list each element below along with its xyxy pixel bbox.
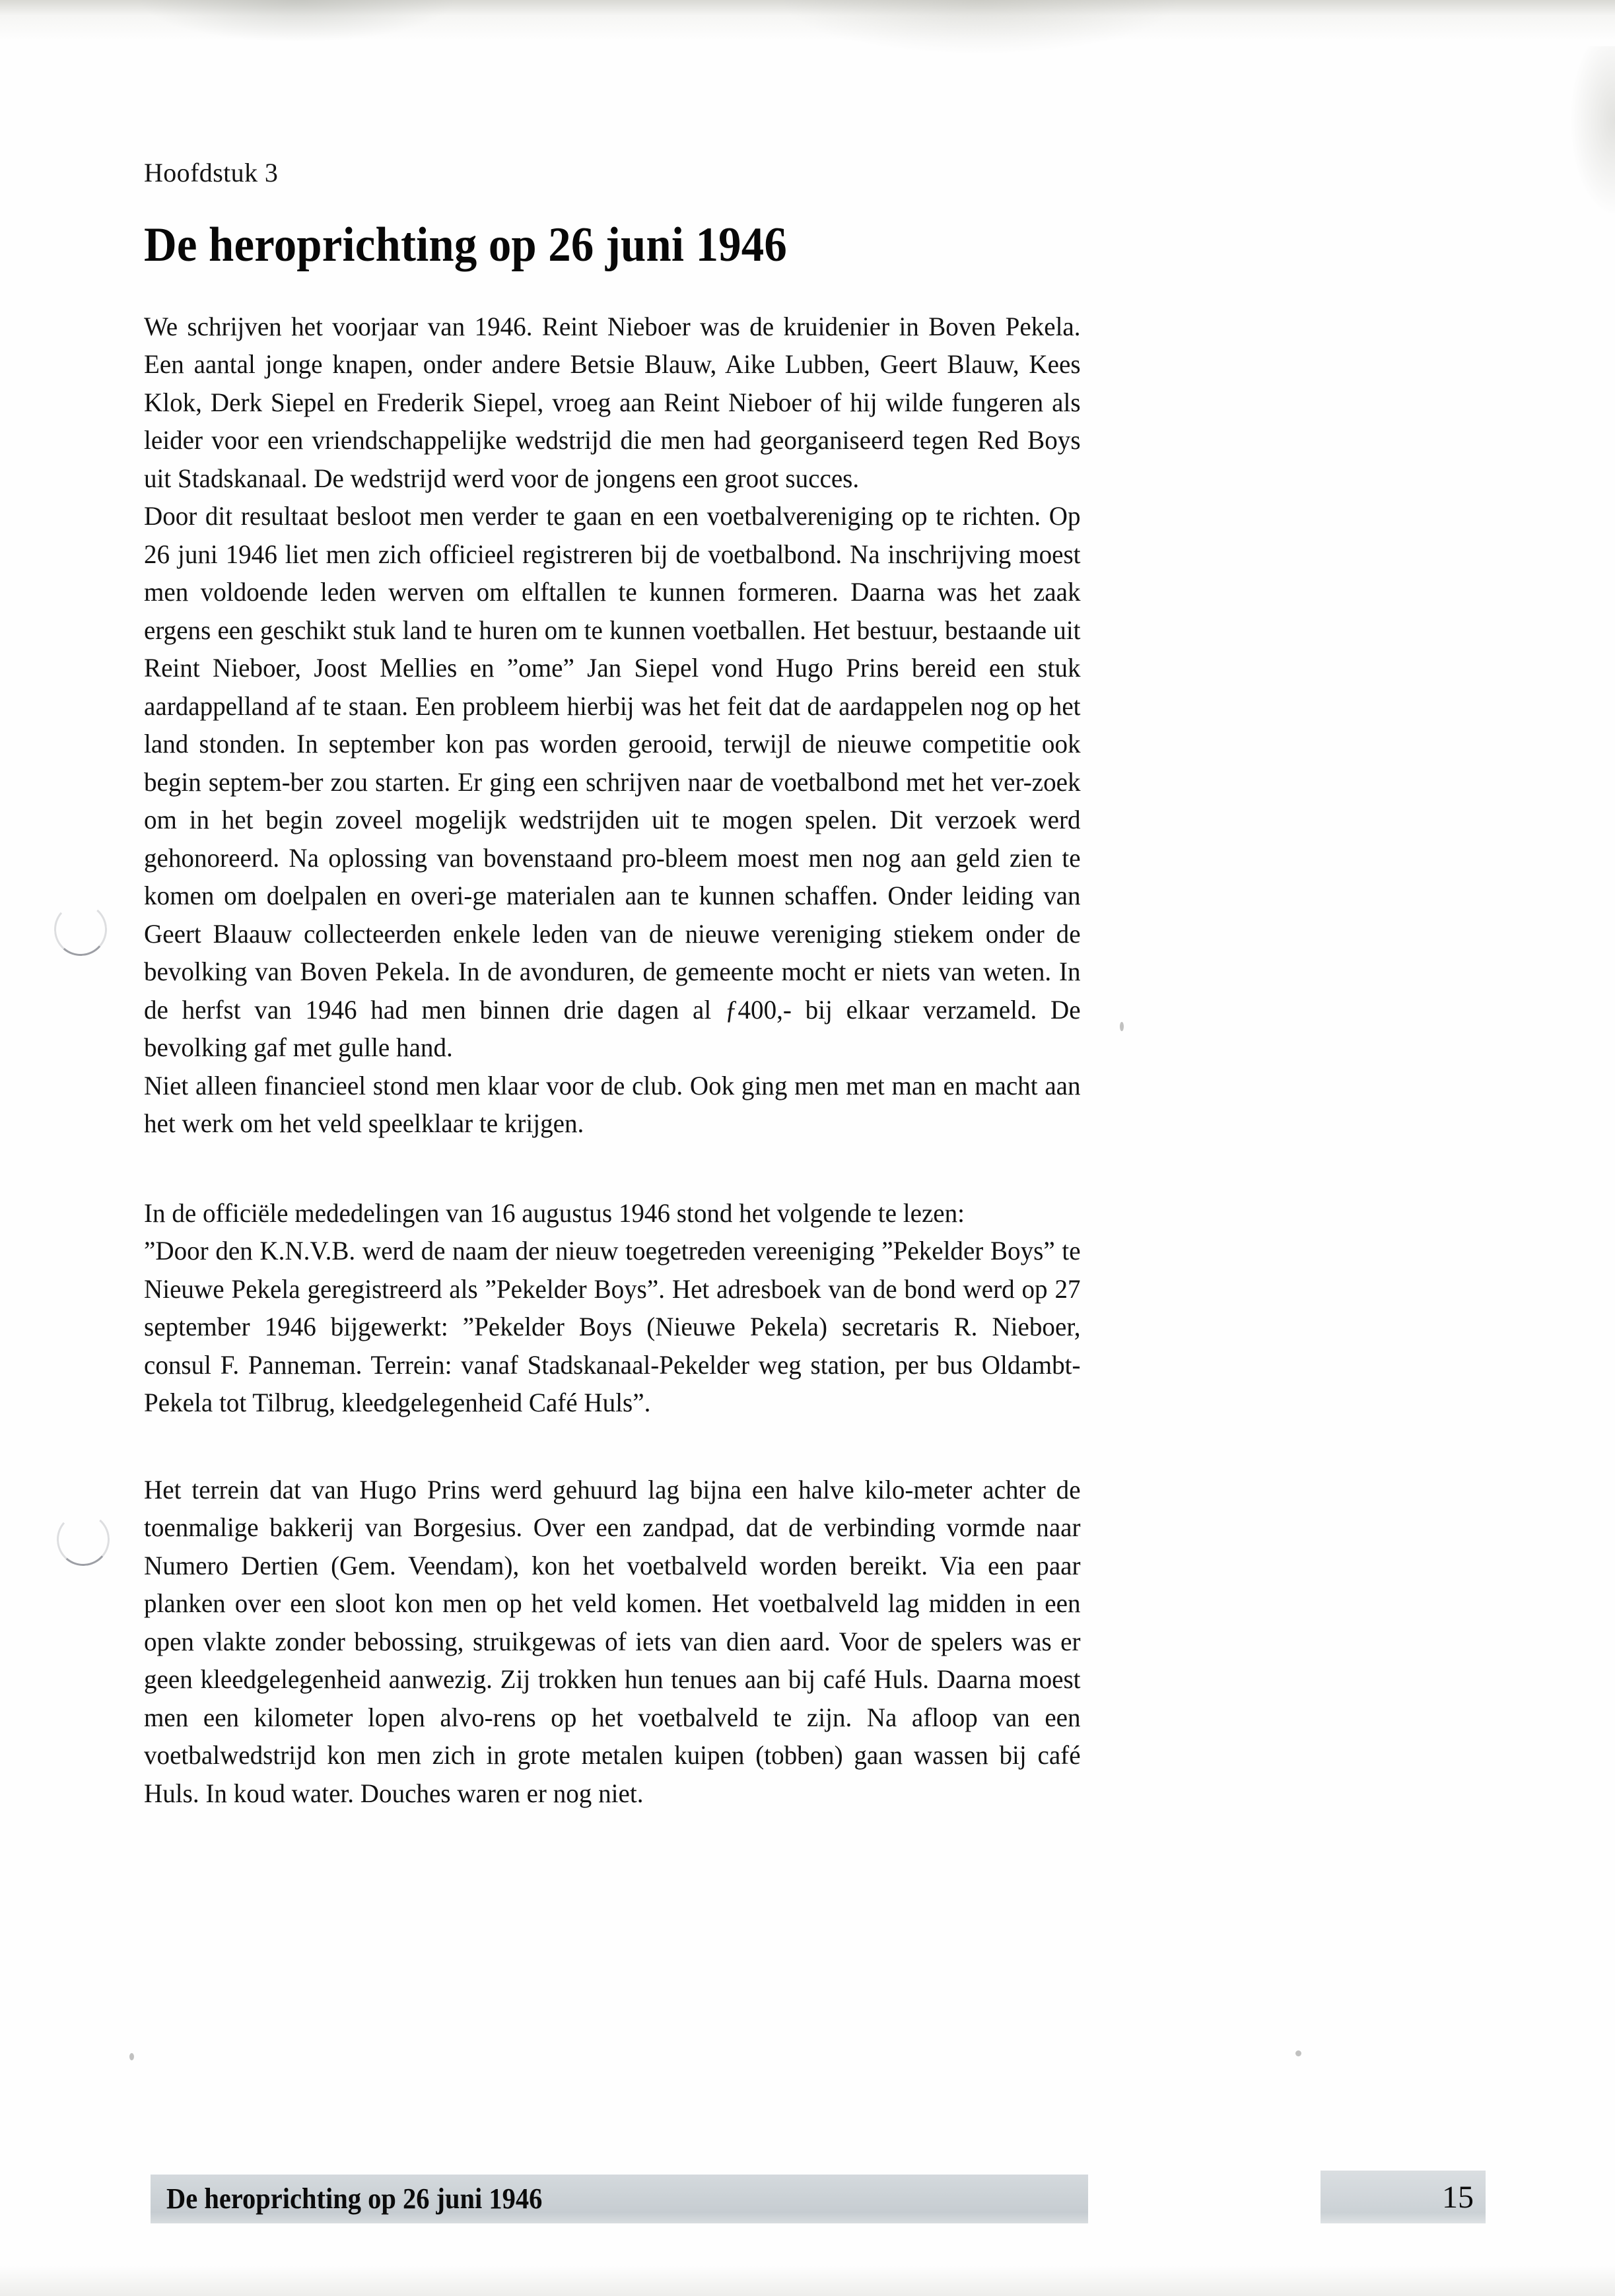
paragraph: In de officiële mededelingen van 16 augustus 1946 stond het volgende te lezen:: [144, 1198, 965, 1228]
footer-running-title-bar: [151, 2175, 1088, 2223]
scan-bottom-edge-shadow: [0, 2266, 1615, 2296]
body-block-knvb-notice: [144, 1194, 1081, 1422]
punch-hole-mark-upper: [52, 901, 108, 957]
page-number: 15: [1442, 2180, 1474, 2215]
scan-speck: [1295, 2050, 1301, 2056]
scan-speck: [129, 2053, 134, 2060]
paragraph: We schrijven het voorjaar van 1946. Reint Nieboer was de kruidenier in Boven Pekela. Een aantal jonge knapen, onder andere Betsie Blauw, Aike Lubben, Geert Blauw, Kees Klok, Derk Siepel en Frederik Siepel, vroeg aan Reint Nieboer of hij wilde fungeren als leider voor een vriendschappelijke wedstrijd die men had georganiseerd tegen Red Boys uit Stadskanaal. De wedstrijd werd voor de jongens een groot succes.: [144, 311, 1081, 493]
paragraph: Het terrein dat van Hugo Prins werd gehuurd lag bijna een halve kilo-​meter achter de toenmalige bakkerij van Borgesius. Over een zandpad, dat de verbinding vormde naar Numero Dertien (Gem. Veendam), kon het voetbalveld worden bereikt. Via een paar planken over een sloot kon men op het veld komen. Het voetbalveld lag midden in een open vlakte zonder bebossing, struikgewas of iets van dien aard. Voor de spelers was er geen kleedgelegenheid aanwezig. Zij trokken hun tenues aan bij café Huls. Daarna moest men een kilometer lopen alvo-​rens op het voetbalveld te zijn. Na afloop van een voetbalwedstrijd kon men zich in grote metalen kuipen (tobben) gaan wassen bij café Huls. In koud water. Douches waren er nog niet.: [144, 1474, 1081, 1808]
chapter-label: Hoofdstuk 3: [144, 158, 279, 187]
text-column: [144, 0, 1082, 1812]
paragraph: Door dit resultaat besloot men verder te gaan en een voetbalvereniging op te richten. Op 26 juni 1946 liet men zich officieel registreren bij de voetbalbond. Na inschrijving moest men voldoende leden werven om elftallen te kunnen formeren. Daarna was het zaak ergens een geschikt stuk land te huren om te kunnen voetballen. Het bestuur, bestaande uit Reint Nieboer, Joost Mellies en ”ome” Jan Siepel vond Hugo Prins bereid een stuk aardappelland af te staan. Een probleem hierbij was het feit dat de aardappelen nog op het land stonden. In september kon pas worden gerooid, terwijl de nieuwe competitie ook begin septem-​ber zou starten. Er ging een schrijven naar de voetbalbond met het ver-​zoek om in het begin zoveel mogelijk wedstrijden uit te mogen spelen. Dit verzoek werd gehonoreerd. Na oplossing van bovenstaand pro-​bleem moest men nog aan geld zien te komen om doelpalen en overi-​ge materialen aan te kunnen schaffen. Onder leiding van Geert Blaauw collecteerden enkele leden van de nieuwe vereniging stiekem onder de bevolking van Boven Pekela. In de avonduren, de gemeente mocht er niets van weten. In de herfst van 1946 had men binnen drie dagen al ƒ400,- bij elkaar verzameld. De bevolking gaf met gulle hand.: [144, 501, 1081, 1063]
body-block-intro: [144, 308, 1081, 1143]
footer-running-title: De heroprichting op 26 juni 1946: [166, 2182, 543, 2215]
page-title: De heroprichting op 26 juni 1946: [144, 218, 787, 272]
punch-hole-mark-lower: [55, 1511, 111, 1567]
scan-speck: [1120, 1022, 1124, 1031]
body-block-terrain: [144, 1471, 1081, 1813]
paragraph: Niet alleen financieel stond men klaar voor de club. Ook ging men met man en macht aan het werk om het veld speelklaar te krijgen.: [144, 1070, 1081, 1139]
footer-page-number-box: [1321, 2171, 1486, 2223]
scan-right-edge-shadow: [1536, 46, 1615, 257]
paragraph-quotation: ”Door den K.N.V.B. werd de naam der nieuw toegetreden vereeniging ”Pekelder Boys” te Nieuwe Pekela geregistreerd als ”Pekelder Boys”. Het adresboek van de bond werd op 27 september 1946 bijgewerkt: ”Pekelder Boys (Nieuwe Pekela) secretaris R. Nieboer, consul F. Panneman. Terrein: vanaf Stadskanaal-Pekelder weg station, per bus Oldambt-Pekela tot Tilbrug, kleedgelegenheid Café Huls”.: [144, 1236, 1081, 1418]
